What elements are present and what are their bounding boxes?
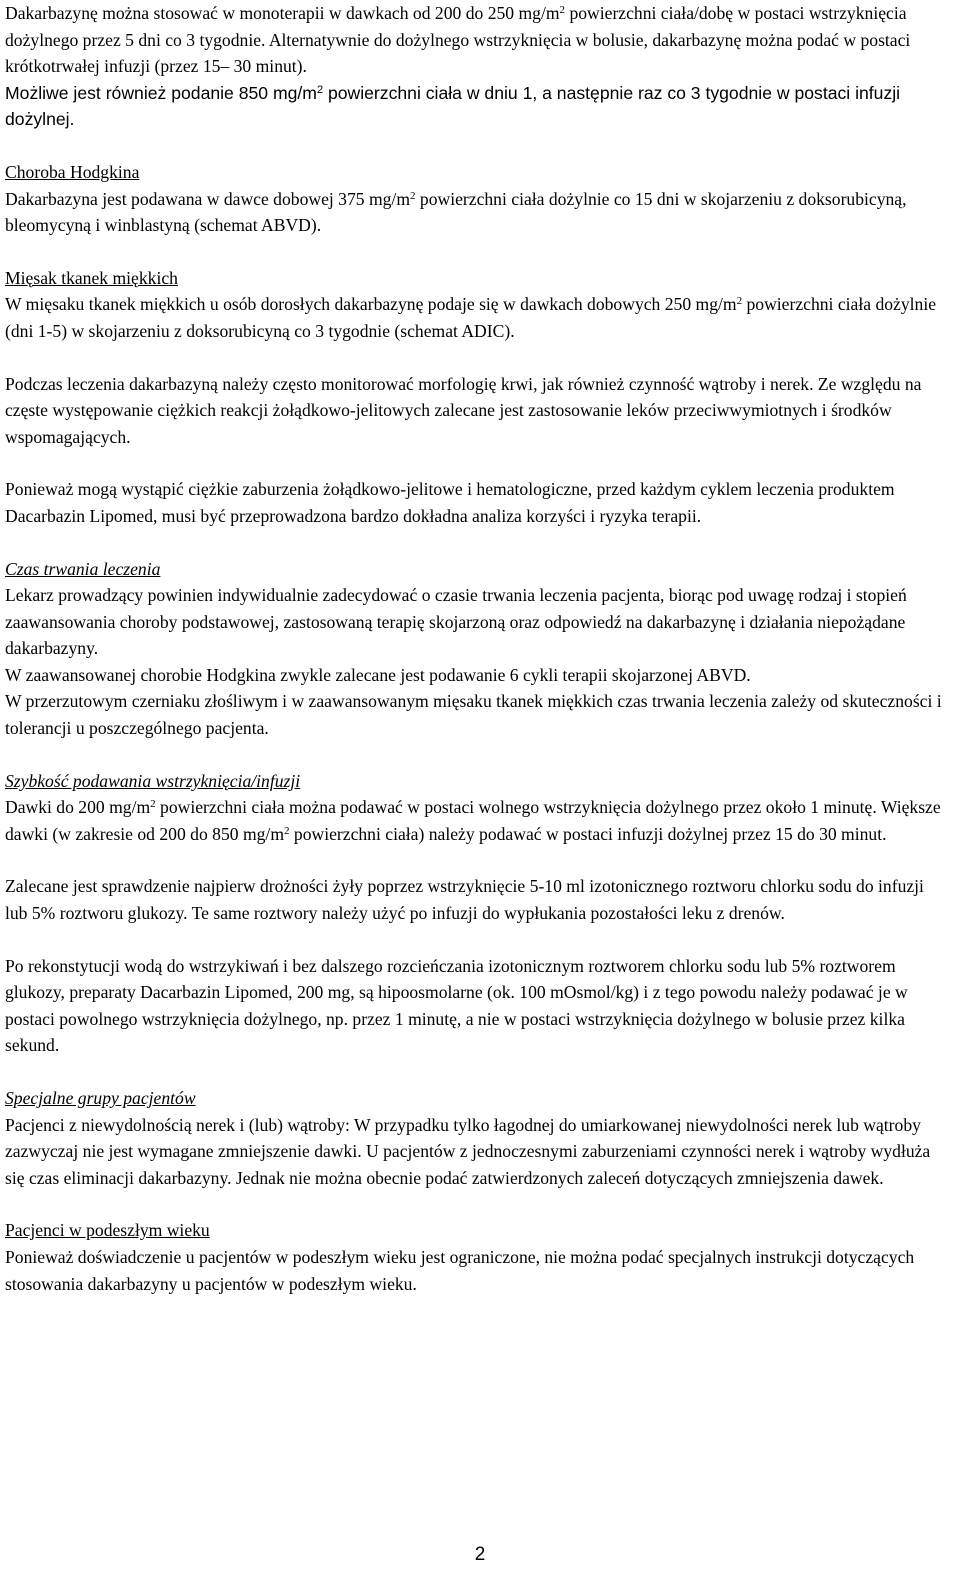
special-groups-heading: Specjalne grupy pacjentów (5, 1088, 196, 1108)
superscript: 2 (150, 798, 156, 811)
warning-paragraph: Ponieważ mogą wystąpić ciężkie zaburzenia żołądkowo-jelitowe i hematologiczne, przed każdym cyklem leczenia produktem Dacarbazin Lipomed, musi być przeprowadzona bardzo dokładna analiza korzyści i ryzyka terapii. (5, 479, 895, 526)
duration-heading: Czas trwania leczenia (5, 558, 161, 579)
superscript: 2 (736, 295, 743, 308)
rate-heading: Szybkość podawania wstrzyknięcia/infuzji (5, 770, 301, 791)
monitoring-paragraph: Podczas leczenia dakarbazyną należy często monitorować morfologię krwi, jak również czynność wątroby i nerek. Ze względu na częste występowanie ciężkich reakcji żołądkowo-jelitowych zalecane jest zastosowanie leków przeciwwymiotnych i środków wspomagających. (5, 373, 922, 447)
hodgkin-heading: Choroba Hodgkina (5, 161, 140, 182)
sarcoma-heading: Mięsak tkanek miękkich (5, 267, 178, 288)
rate-text: Dawki do 200 mg/m (5, 797, 151, 818)
rate-text: powierzchni ciała można podawać w postaci wolnego wstrzyknięcia dożylnego przez około 1 minutę. Większe dawki (w zakresie od 200 do 850 mg/m (5, 797, 941, 844)
intro-text: Dakarbazynę można stosować w monoterapii w dawkach od 200 do 250 mg/m (5, 3, 560, 23)
intro-text: powierzchni ciała w dniu 1, a następnie raz co 3 tygodnie w postaci infuzji dożylnej. (5, 82, 901, 130)
elderly-paragraph: Ponieważ doświadczenie u pacjentów w podeszłym wieku jest ograniczone, nie można podać specjalnych instrukcji dotyczących stosowania dakarbazyny u pacjentów w podeszłym wieku. (5, 1246, 915, 1294)
superscript: 2 (284, 824, 290, 837)
page-number: 2 (474, 1544, 486, 1565)
duration-paragraph-2: W zaawansowanej chorobie Hodgkina zwykle zalecane jest podawanie 6 cykli terapii skojarzonej ABVD. (5, 664, 751, 685)
reconstitution-paragraph: Po rekonstytucji wodą do wstrzykiwań i bez dalszego rozcieńczania izotonicznym roztworem chlorku sodu lub 5% roztworem glukozy, preparaty Dacarbazin Lipomed, 200 mg, są hipoosmolarne (ok. 100 mOsmol/kg) i z tego powodu należy podawać je w postaci powolnego wstrzyknięcia dożylnego, np. przez 1 minutę, a nie w postaci wstrzyknięcia dożylnego w bolusie przez kilka sekund. (5, 955, 908, 1056)
intro-paragraph-2 (5, 80, 950, 133)
superscript: 2 (410, 189, 416, 202)
elderly-heading: Pacjenci w podeszłym wieku (5, 1220, 210, 1241)
intro-text: powierzchni ciała/dobę w postaci wstrzyknięcia dożylnego przez 5 dni co 3 tygodnie. Alternatywnie do dożylnego wstrzyknięcia w bolusie, dakarbazynę można podać w postaci krótkotrwałej infuzji (przez 15– 30 minut). (5, 3, 911, 77)
hodgkin-paragraph (5, 186, 950, 239)
duration-paragraph-1: Lekarz prowadzący powinien indywidualnie zadecydować o czasie trwania leczenia pacjenta, biorąc pod uwagę rodzaj i stopień zaawansowania choroby podstawowej, zastosowaną terapię skojarzoną oraz odpowiedź na dakarbazynę i działania niepożądane dakarbazyny. (5, 585, 907, 659)
intro-text: Możliwe jest również podanie 850 mg/m (5, 82, 317, 103)
document-page (5, 0, 950, 1297)
intro-paragraph-1 (5, 0, 950, 80)
duration-paragraph-3: W przerzutowym czerniaku złośliwym i w zaawansowanym mięsaku tkanek miękkich czas trwania leczenia zależy od skuteczności i tolerancji u poszczególnego pacjenta. (5, 691, 942, 739)
hodgkin-text: Dakarbazyna jest podawana w dawce dobowej 375 mg/m (5, 188, 411, 209)
sarcoma-paragraph (5, 291, 950, 344)
rate-paragraph (5, 794, 950, 847)
superscript: 2 (559, 4, 566, 16)
patency-paragraph: Zalecane jest sprawdzenie najpierw drożności żyły poprzez wstrzyknięcie 5-10 ml izotonicznego roztworu chlorku sodu do infuzji lub 5% roztworu glukozy. Te same roztwory należy użyć po infuzji do wypłukania pozostałości leku z drenów. (5, 876, 924, 924)
superscript: 2 (316, 83, 324, 96)
special-groups-paragraph: Pacjenci z niewydolnością nerek i (lub) wątroby: W przypadku tylko łagodnej do umiarkowanej niewydolności nerek lub wątroby zazwyczaj nie jest wymagane zmniejszenie dawki. U pacjentów z jednoczesnymi zaburzeniami czynności nerek i wątroby wydłuża się czas eliminacji dakarbazyny. Jednak nie można obecnie podać zatwierdzonych zaleceń dotyczących zmniejszenia dawek. (5, 1114, 931, 1188)
sarcoma-text: W mięsaku tkanek miękkich u osób dorosłych dakarbazynę podaje się w dawkach dobowych 250 mg/m (5, 294, 737, 315)
sarcoma-text: powierzchni ciała dożylnie (dni 1-5) w skojarzeniu z doksorubicyną co 3 tygodnie (schemat ADIC). (5, 294, 937, 341)
hodgkin-text: powierzchni ciała dożylnie co 15 dni w skojarzeniu z doksorubicyną, bleomycyną i winblastyną (schemat ABVD). (5, 188, 907, 236)
rate-text: powierzchni ciała) należy podawać w postaci infuzji dożylnej przez 15 do 30 minut. (289, 823, 887, 844)
